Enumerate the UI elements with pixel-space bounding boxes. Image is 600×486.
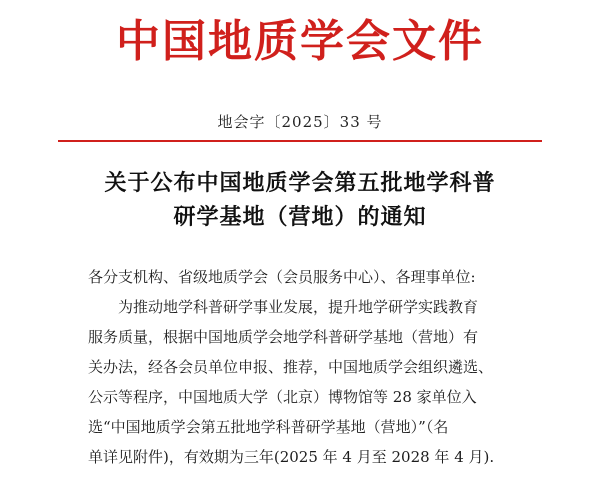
document-masthead: 中国地质学会文件 [116, 16, 484, 67]
salutation: 各分支机构、省级地质学会（会员服务中心）、各理事单位: [88, 268, 476, 286]
red-divider-line [58, 140, 542, 142]
notice-title [0, 166, 600, 234]
document-number: 地会字〔2025〕33 号 [217, 113, 383, 131]
notice-title-line-1: 关于公布中国地质学会第五批地学科普 [104, 170, 496, 196]
paragraph-line: 关办法，经各会员单位申报、推荐，中国地质学会组织遴选、 [88, 358, 494, 376]
paragraph-line: 服务质量，根据中国地质学会地学科普研学基地（营地）有 [88, 328, 479, 346]
notice-body [88, 262, 518, 472]
paragraph-line: 为推动地学科普研学事业发展，提升地学研学实践教育 [118, 298, 479, 316]
notice-title-line-2: 研学基地（营地）的通知 [173, 204, 427, 230]
paragraph-line: 单详见附件)，有效期为三年(2025 年 4 月至 2028 年 4 月). [88, 448, 495, 466]
paragraph-line: 选“中国地质学会第五批地学科普研学基地（营地）”（名 [88, 418, 449, 436]
paragraph-line: 公示等程序，中国地质大学（北京）博物馆等 28 家单位入 [88, 388, 477, 406]
